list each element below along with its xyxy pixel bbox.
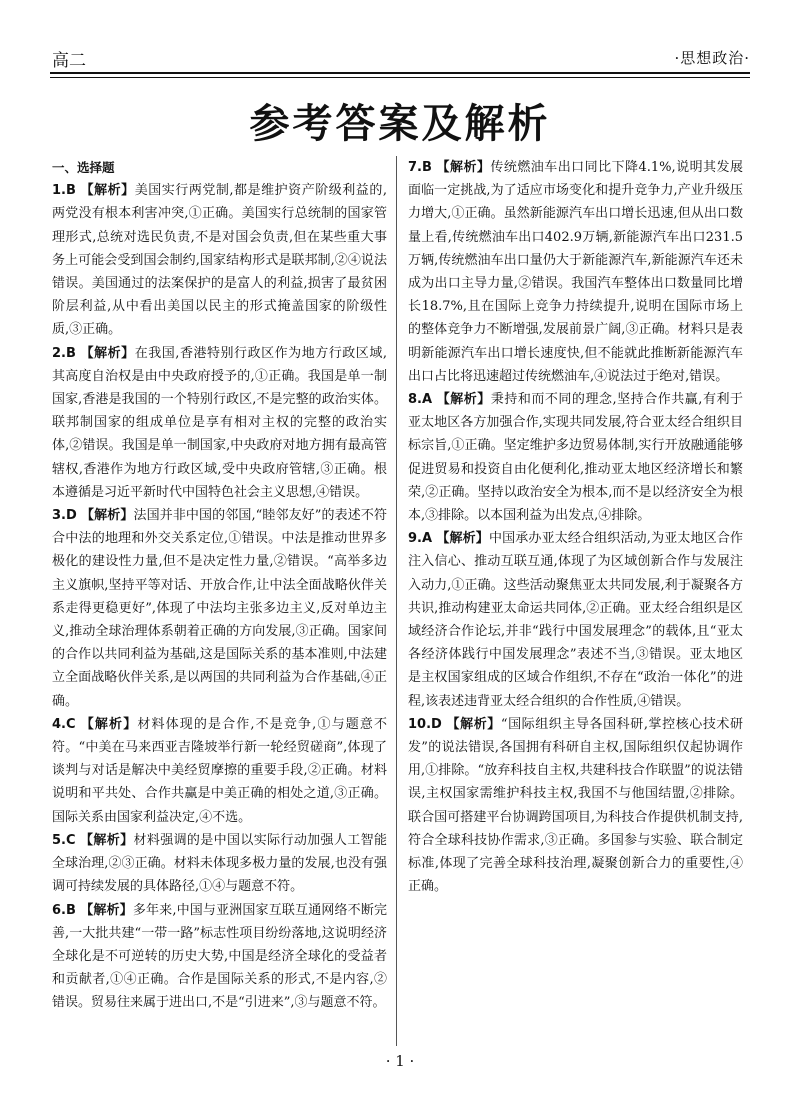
answer-number: 10.D: [408, 716, 442, 732]
answer-item-9: [408, 527, 743, 713]
analysis-tag: 【解析】: [80, 183, 135, 199]
answer-item-6: [52, 899, 387, 1015]
analysis-text: “国际组织主导各国科研,掌控核心技术研发”的说法错误,各国拥有科研自主权,国际组织仅起协调作用,①排除。“放弃科技自主权,共建科技合作联盟”的说法错误,主权国家需维护科技主权,我国不与他国结盟,②排除。联合国可搭建平台协调跨国项目,为科技合作提供机制支持,符合全球科技协作需求,③正确。多国参与实验、联合制定标准,体现了完善全球科技治理,凝聚创新合力的重要性,④正确。: [408, 716, 743, 895]
answer-item-2: [52, 342, 387, 504]
answer-number: 8.A: [408, 392, 433, 408]
answer-number: 6.B: [52, 902, 76, 918]
subject-label: ·思想政治·: [674, 49, 750, 67]
analysis-text: 秉持和而不同的理念,坚持合作共赢,有利于亚太地区各方加强合作,实现共同发展,符合亚太经合组织目标宗旨,①正确。坚定维护多边贸易体制,实行开放融通能够促进贸易和投资自由化便利化,推动亚太地区经济增长和繁荣,②正确。坚持以政治安全为根本,而不是以经济安全为根本,③排除。以本国利益为出发点,④排除。: [408, 392, 743, 524]
analysis-tag: 【解析】: [436, 392, 491, 408]
analysis-tag: 【解析】: [436, 531, 489, 547]
analysis-tag: 【解析】: [80, 345, 135, 361]
analysis-text: 在我国,香港特别行政区作为地方行政区域,其高度自治权是由中央政府授予的,①正确。我国是单一制国家,香港是我国的一个特别行政区,不是完整的政治实体。联邦制国家的组成单位是享有相对主权的完整的政治实体,②错误。我国是单一制国家,中央政府对地方拥有最高管辖权,香港作为地方行政区域,受中央政府管辖,③正确。根本遵循是习近平新时代中国特色社会主义思想,④错误。: [52, 345, 387, 500]
analysis-text: 材料强调的是中国以实际行动加强人工智能全球治理,②③正确。材料未体现多极力量的发展,也没有强调可持续发展的具体路径,①④与题意不符。: [52, 832, 387, 895]
analysis-tag: 【解析】: [446, 716, 501, 732]
answer-number: 9.A: [408, 531, 433, 547]
answer-item-7: [408, 156, 743, 388]
analysis-text: 传统燃油车出口同比下降4.1%,说明其发展面临一定挑战,为了适应市场变化和提升竞争力,产业升级压力增大,①正确。虽然新能源汽车出口增长迅速,但从出口数量上看,传统燃油车出口402.9万辆,新能源汽车出口231.5万辆,传统燃油车出口量仍大于新能源汽车,新能源汽车还未成为出口主导力量,②错误。我国汽车整体出口数量同比增长18.7%,且在国际上竞争力持续提升,说明在国际市场上的整体竞争力不断增强,发展前景广阔,③正确。材料只是表明新能源汽车出口增长速度快,但不能就此推断新能源汽车出口占比将迅速超过传统燃油车,④说法过于绝对,错误。: [408, 160, 743, 384]
analysis-text: 材料体现的是合作,不是竞争,①与题意不符。“中美在马来西亚吉隆坡举行新一轮经贸磋商”,体现了谈判与对话是解决中美经贸摩擦的重要手段,②正确。材料说明和平共处、合作共赢是中美正确的相处之道,③正确。国际关系由国家利益决定,④不选。: [52, 716, 387, 825]
answer-number: 2.B: [52, 345, 76, 361]
answer-number: 7.B: [408, 160, 432, 175]
right-column: [408, 156, 743, 899]
analysis-tag: 【解析】: [80, 832, 134, 848]
analysis-text: 美国实行两党制,都是维护资产阶级利益的,两党没有根本利害冲突,①正确。美国实行总统制的国家管理形式,总统对选民负责,不是对国会负责,但在某些重大事务上可能会受到国会制约,国家结构形式是联邦制,②④说法错误。美国通过的法案保护的是富人的利益,损害了最贫困阶层利益,从中看出美国以民主的形式掩盖国家的阶级性质,③正确。: [52, 183, 387, 338]
section-heading: 一、选择题: [52, 160, 115, 175]
answer-number: 5.C: [52, 832, 76, 848]
answer-columns: [50, 156, 750, 1051]
answer-item-3: [52, 504, 387, 713]
page-header: [50, 44, 750, 72]
header-rule-thick: [50, 72, 750, 74]
analysis-text: 中国承办亚太经合组织活动,为亚太地区合作注入信心、推动互联互通,体现了为区域创新合作与发展注入动力,①正确。这些活动聚焦亚太共同发展,利于凝聚各方共识,推动构建亚太命运共同体,②正确。亚太经合组织是区域经济合作论坛,并非“践行中国发展理念”的载体,且“亚太各经济体践行中国发展理念”表述不当,③错误。亚太地区是主权国家组成的区域合作组织,不存在“政治一体化”的进程,该表述违背亚太经合组织的合作性质,④错误。: [408, 531, 743, 709]
grade-label: 高二: [52, 51, 86, 71]
answer-number: 1.B: [52, 183, 76, 199]
answer-number: 3.D: [52, 508, 77, 524]
answer-number: 4.C: [52, 716, 76, 732]
analysis-tag: 【解析】: [80, 716, 138, 732]
analysis-tag: 【解析】: [436, 160, 491, 175]
answer-item-5: [52, 829, 387, 899]
page-number: · 1 ·: [385, 1052, 415, 1070]
analysis-tag: 【解析】: [81, 508, 134, 524]
left-column: [52, 156, 387, 1015]
column-divider: [396, 156, 397, 1046]
analysis-text: 多年来,中国与亚洲国家互联互通网络不断完善,一大批共建“一带一路”标志性项目纷纷落地,这说明经济全球化是不可逆转的历史大势,中国是经济全球化的受益者和贡献者,①④正确。合作是国际关系的形式,不是内容,②错误。贸易往来属于进出口,不是“引进来”,③与题意不符。: [52, 902, 387, 1011]
answer-item-1: [52, 179, 387, 341]
analysis-text: 法国并非中国的邻国,“睦邻友好”的表述不符合中法的地理和外交关系定位,①错误。中法是推动世界多极化的建设性力量,但不是决定性力量,②错误。“高举多边主义旗帜,坚持平等对话、开放合作,让中法全面战略伙伴关系走得更稳更好”,体现了中法均主张多边主义,反对单边主义,推动全球治理体系朝着正确的方向发展,③正确。国家间的合作以共同利益为基础,这是国际关系的基本准则,中法建立全面战略伙伴关系,是以两国的共同利益为合作基础,④正确。: [52, 508, 387, 709]
analysis-tag: 【解析】: [80, 902, 133, 918]
answer-item-8: [408, 388, 743, 527]
header-rule-thin: [50, 77, 750, 78]
page-title: 参考答案及解析: [249, 101, 551, 147]
answer-item-10: [408, 713, 743, 899]
answer-item-4: [52, 713, 387, 829]
